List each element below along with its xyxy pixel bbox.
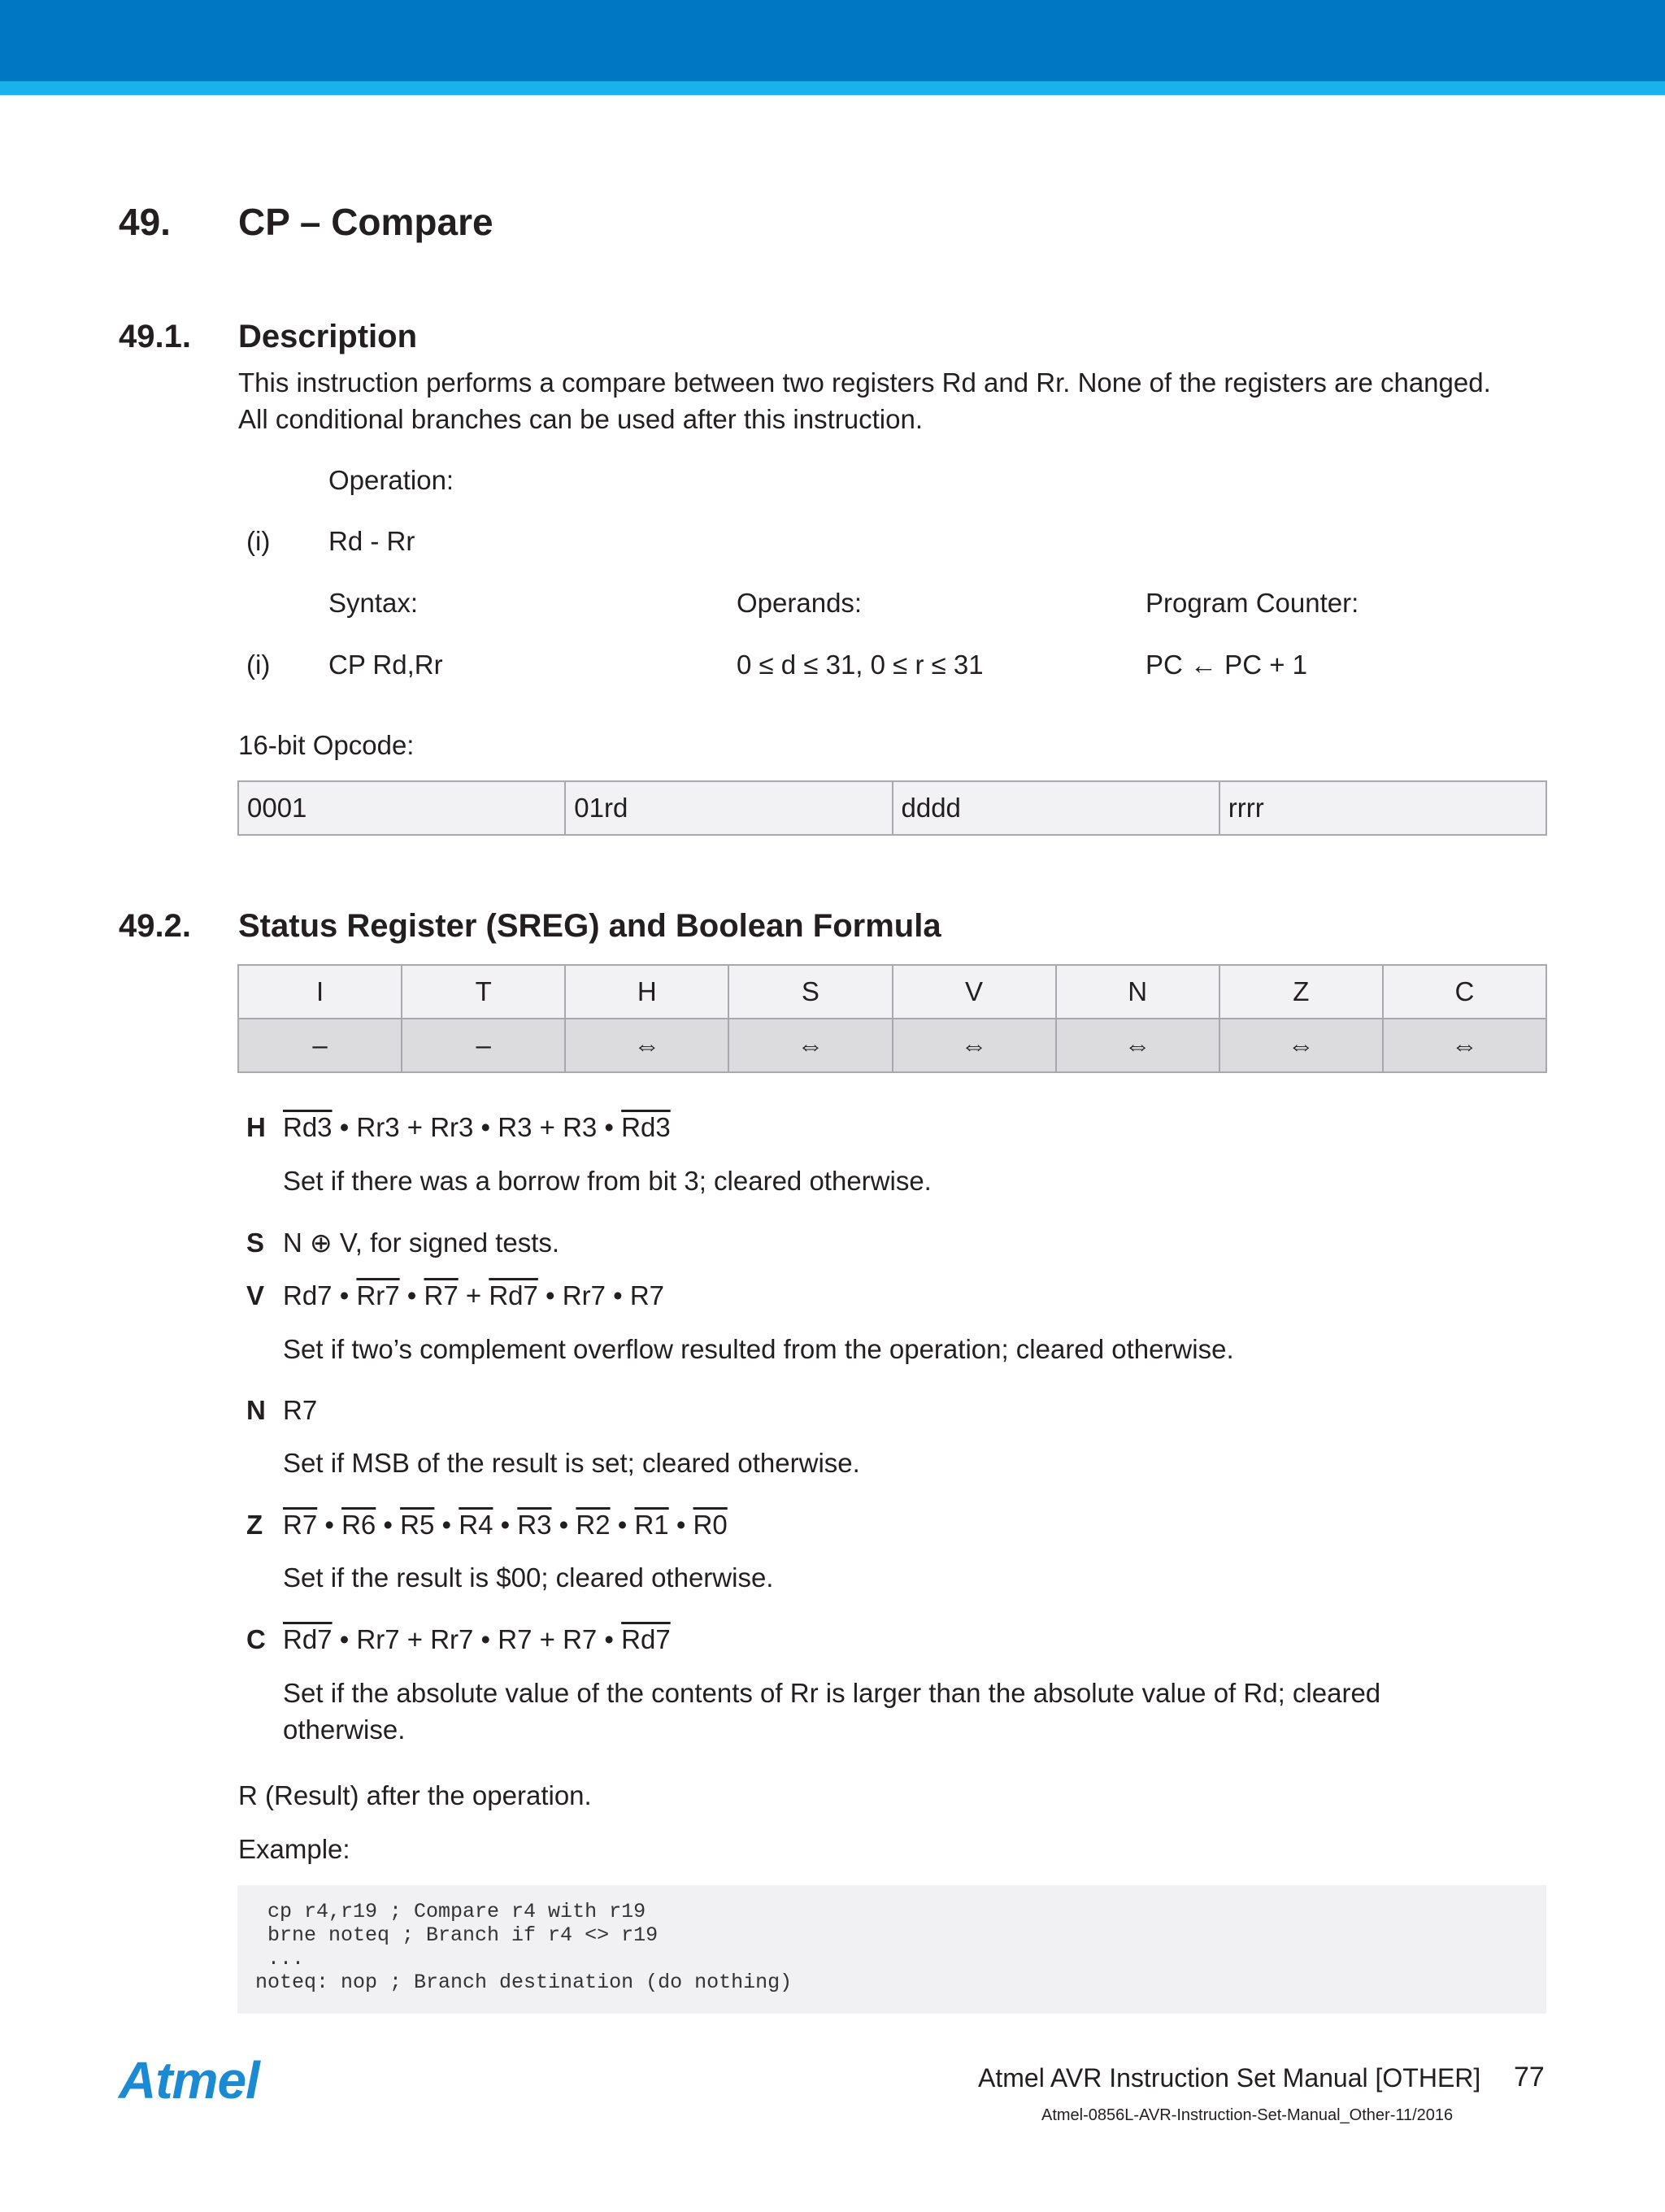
top-banner xyxy=(0,0,1665,81)
formula-c-description-line2: otherwise. xyxy=(283,1714,406,1745)
formula-separator: • xyxy=(317,1510,342,1540)
result-note: R (Result) after the operation. xyxy=(238,1780,592,1810)
opcode-label: 16-bit Opcode: xyxy=(238,730,415,760)
formula-term: Rd7 xyxy=(283,1624,333,1654)
sreg-flag-header: C xyxy=(1383,965,1546,1019)
formula-term: Rd3 xyxy=(283,1112,333,1142)
sreg-flag-header: N xyxy=(1056,965,1219,1019)
syntax-label: Syntax: xyxy=(328,588,419,618)
formula-term: • xyxy=(399,1280,424,1310)
formula-c-description-line1: Set if the absolute value of the contents of Rr is larger than the absolute value of Rd; cleared xyxy=(283,1678,1381,1708)
formula-term: R5 xyxy=(400,1510,435,1540)
formula-separator: • xyxy=(668,1510,693,1540)
opcode-cell: dddd xyxy=(893,781,1219,835)
sreg-flag-header: S xyxy=(728,965,892,1019)
subsection-title: Description xyxy=(238,319,418,354)
sreg-flag-value: ⇔ xyxy=(1056,1019,1219,1072)
code-example-box xyxy=(237,1885,1546,2014)
code-example: cp r4,r19 ; Compare r4 with r19 brne noteq ; Branch if r4 <> r19 ... noteq: nop ; Branch destination (do nothing) xyxy=(255,1900,793,1994)
sreg-flag-value: ⇔ xyxy=(565,1019,728,1072)
sreg-flag-value: ⇔ xyxy=(1383,1019,1546,1072)
flag-letter-n: N xyxy=(246,1395,266,1425)
description-text-line2: All conditional branches can be used after this instruction. xyxy=(238,404,923,434)
example-label: Example: xyxy=(238,1834,350,1864)
opcode-cell: rrrr xyxy=(1219,781,1546,835)
operation-label: Operation: xyxy=(328,465,454,495)
formula-n: R7 xyxy=(283,1395,318,1425)
formula-term: R1 xyxy=(634,1510,669,1540)
subsection-number: 49.2. xyxy=(119,908,191,944)
flag-letter-z: Z xyxy=(246,1510,263,1540)
formula-term: Rd3 xyxy=(621,1112,671,1142)
formula-n-description: Set if MSB of the result is set; cleared otherwise. xyxy=(283,1448,860,1478)
footer-doc-id: Atmel-0856L-AVR-Instruction-Set-Manual_Other-11/2016 xyxy=(1041,2106,1454,2124)
footer-manual-title: Atmel AVR Instruction Set Manual [OTHER] xyxy=(978,2063,1481,2092)
atmel-logo: Atmel xyxy=(119,2051,259,2110)
formula-term: • Rr7 • R7 xyxy=(537,1280,664,1310)
formula-c xyxy=(283,1621,671,1658)
sreg-flag-header: H xyxy=(565,965,728,1019)
subsection-number: 49.1. xyxy=(119,319,191,354)
formula-term: Rd7 xyxy=(621,1624,671,1654)
formula-term: • Rr3 + Rr3 • R3 + R3 • xyxy=(332,1112,622,1142)
section-title: CP – Compare xyxy=(238,201,493,243)
sreg-flag-value: ⇔ xyxy=(728,1019,892,1072)
formula-z xyxy=(283,1506,728,1543)
flag-letter-v: V xyxy=(246,1280,265,1310)
formula-separator: • xyxy=(434,1510,459,1540)
formula-term: R0 xyxy=(693,1510,728,1540)
formula-h xyxy=(283,1109,671,1145)
sreg-flag-value: ⇔ xyxy=(1219,1019,1383,1072)
formula-v xyxy=(283,1277,664,1314)
formula-term: Rr7 xyxy=(356,1280,400,1310)
operands-value: 0 ≤ d ≤ 31, 0 ≤ r ≤ 31 xyxy=(737,650,984,680)
sreg-flag-value: – xyxy=(238,1019,402,1072)
opcode-table xyxy=(237,780,1547,836)
sreg-flag-header: I xyxy=(238,965,402,1019)
footer-page-number: 77 xyxy=(1514,2062,1545,2092)
opcode-cell: 0001 xyxy=(238,781,565,835)
formula-term: R6 xyxy=(341,1510,376,1540)
formula-separator: • xyxy=(610,1510,635,1540)
sreg-flag-value: – xyxy=(402,1019,565,1072)
flag-letter-h: H xyxy=(246,1112,266,1142)
formula-separator: • xyxy=(551,1510,576,1540)
sreg-flag-header: V xyxy=(893,965,1056,1019)
program-counter-label: Program Counter: xyxy=(1146,588,1359,618)
flag-letter-c: C xyxy=(246,1624,266,1654)
syntax-value: CP Rd,Rr xyxy=(328,650,443,680)
formula-separator: • xyxy=(376,1510,401,1540)
operands-label: Operands: xyxy=(737,588,863,618)
formula-separator: • xyxy=(493,1510,518,1540)
operation-index: (i) xyxy=(246,526,271,556)
program-counter-value: PC ← PC + 1 xyxy=(1146,650,1307,680)
formula-term: R4 xyxy=(459,1510,493,1540)
top-banner-stripe xyxy=(0,81,1665,95)
formula-term: R7 xyxy=(283,1510,318,1540)
sreg-flag-header: T xyxy=(402,965,565,1019)
formula-h-description: Set if there was a borrow from bit 3; cleared otherwise. xyxy=(283,1166,932,1196)
formula-term: • Rr7 + Rr7 • R7 + R7 • xyxy=(332,1624,622,1654)
sreg-table xyxy=(237,964,1547,1073)
formula-term: Rd7 • xyxy=(283,1280,357,1310)
formula-z-description: Set if the result is $00; cleared otherwise. xyxy=(283,1562,774,1593)
syntax-index: (i) xyxy=(246,650,271,680)
flag-letter-s: S xyxy=(246,1228,265,1258)
formula-s: N ⊕ V, for signed tests. xyxy=(283,1228,560,1258)
formula-term: R3 xyxy=(517,1510,552,1540)
formula-v-description: Set if two’s complement overflow resulted from the operation; cleared otherwise. xyxy=(283,1334,1234,1364)
sreg-flag-header: Z xyxy=(1219,965,1383,1019)
formula-term: R7 xyxy=(424,1280,459,1310)
formula-term: + xyxy=(458,1280,489,1310)
description-text-line1: This instruction performs a compare between two registers Rd and Rr. None of the registers are changed. xyxy=(238,367,1491,398)
formula-term: R2 xyxy=(576,1510,611,1540)
sreg-flag-value: ⇔ xyxy=(893,1019,1056,1072)
operation-value: Rd - Rr xyxy=(328,526,415,556)
subsection-title: Status Register (SREG) and Boolean Formula xyxy=(238,908,941,944)
opcode-cell: 01rd xyxy=(565,781,892,835)
section-number: 49. xyxy=(119,201,171,243)
formula-term: Rd7 xyxy=(489,1280,538,1310)
